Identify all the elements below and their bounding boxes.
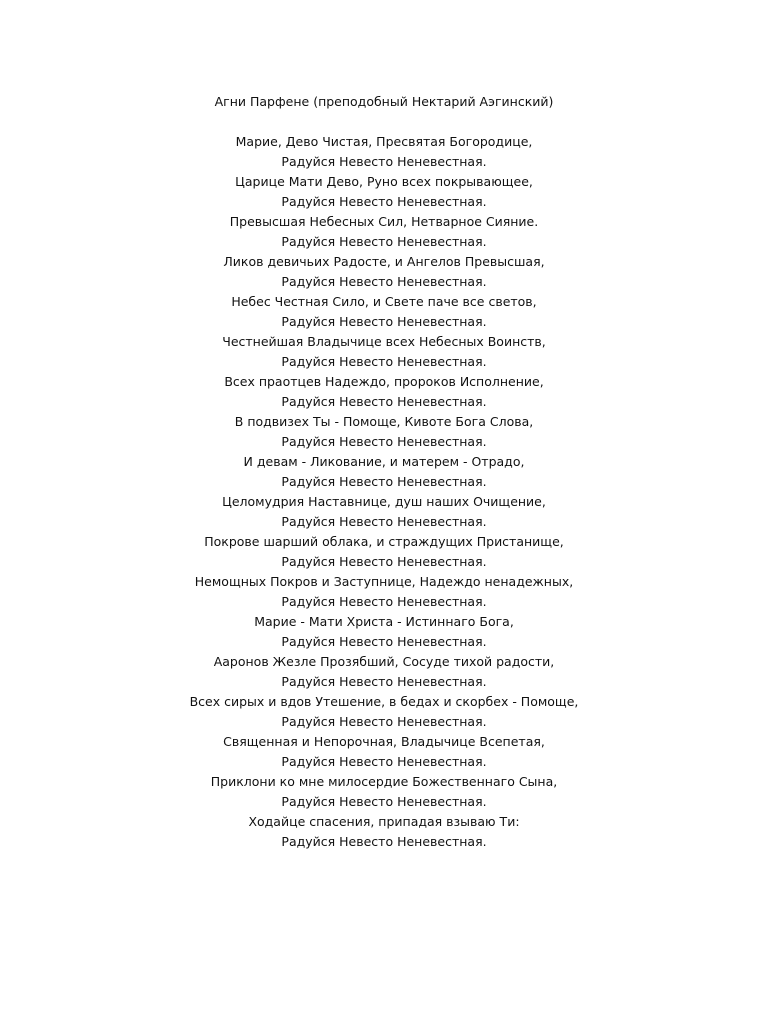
refrain-line: Радуйся Невесто Неневестная.: [281, 674, 487, 689]
refrain-line: Радуйся Невесто Неневестная.: [281, 354, 487, 369]
verse-line: Покрове шарший облака, и страждущих Пристанище,: [204, 534, 564, 549]
refrain-line: Радуйся Невесто Неневестная.: [281, 714, 487, 729]
refrain-line: Радуйся Невесто Неневестная.: [281, 594, 487, 609]
verse-line: Марие - Мати Христа - Истиннаго Бога,: [254, 614, 514, 629]
verse-line: Небес Честная Сило, и Свете паче все светов,: [231, 294, 537, 309]
refrain-line: Радуйся Невесто Неневестная.: [281, 514, 487, 529]
verse-line: Марие, Дево Чистая, Пресвятая Богородице,: [235, 134, 533, 149]
verse-line: Целомудрия Наставнице, душ наших Очищение,: [222, 494, 546, 509]
verse-line: В подвизех Ты - Помоще, Кивоте Бога Слова,: [234, 414, 534, 429]
refrain-line: Радуйся Невесто Неневестная.: [281, 234, 487, 249]
verse-line: Ходайце спасения, припадая взываю Ти:: [248, 814, 520, 829]
hymn-lines: [0, 132, 768, 852]
refrain-line: Радуйся Невесто Неневестная.: [281, 434, 487, 449]
refrain-line: Радуйся Невесто Неневестная.: [281, 274, 487, 289]
hymn-title: Агни Парфене (преподобный Нектарий Аэгинский): [214, 94, 554, 109]
verse-line: Приклони ко мне милосердие Божественнаго Сына,: [210, 774, 558, 789]
verse-line: Ааронов Жезле Прозябший, Сосуде тихой радости,: [213, 654, 555, 669]
verse-line: Всех праотцев Надеждо, пророков Исполнение,: [224, 374, 544, 389]
verse-line: Честнейшая Владычице всех Небесных Воинств,: [222, 334, 546, 349]
refrain-line: Радуйся Невесто Неневестная.: [281, 634, 487, 649]
refrain-line: Радуйся Невесто Неневестная.: [281, 754, 487, 769]
verse-line: Всех сирых и вдов Утешение, в бедах и скорбех - Помоще,: [189, 694, 579, 709]
refrain-line: Радуйся Невесто Неневестная.: [281, 394, 487, 409]
refrain-line: Радуйся Невесто Неневестная.: [281, 554, 487, 569]
refrain-line: Радуйся Невесто Неневестная.: [281, 154, 487, 169]
verse-line: Ликов девичьих Радосте, и Ангелов Превысшая,: [223, 254, 545, 269]
verse-line: Превысшая Небесных Сил, Нетварное Сияние.: [229, 214, 539, 229]
refrain-line: Радуйся Невесто Неневестная.: [281, 834, 487, 849]
refrain-line: Радуйся Невесто Неневестная.: [281, 474, 487, 489]
verse-line: Немощных Покров и Заступнице, Надеждо ненадежных,: [194, 574, 574, 589]
verse-line: И девам - Ликование, и матерем - Отрадо,: [243, 454, 525, 469]
verse-line: Царице Мати Дево, Руно всех покрывающее,: [235, 174, 533, 189]
refrain-line: Радуйся Невесто Неневестная.: [281, 194, 487, 209]
verse-line: Священная и Непорочная, Владычице Всепетая,: [223, 734, 545, 749]
refrain-line: Радуйся Невесто Неневестная.: [281, 794, 487, 809]
hymn-text: [0, 92, 768, 852]
refrain-line: Радуйся Невесто Неневестная.: [281, 314, 487, 329]
